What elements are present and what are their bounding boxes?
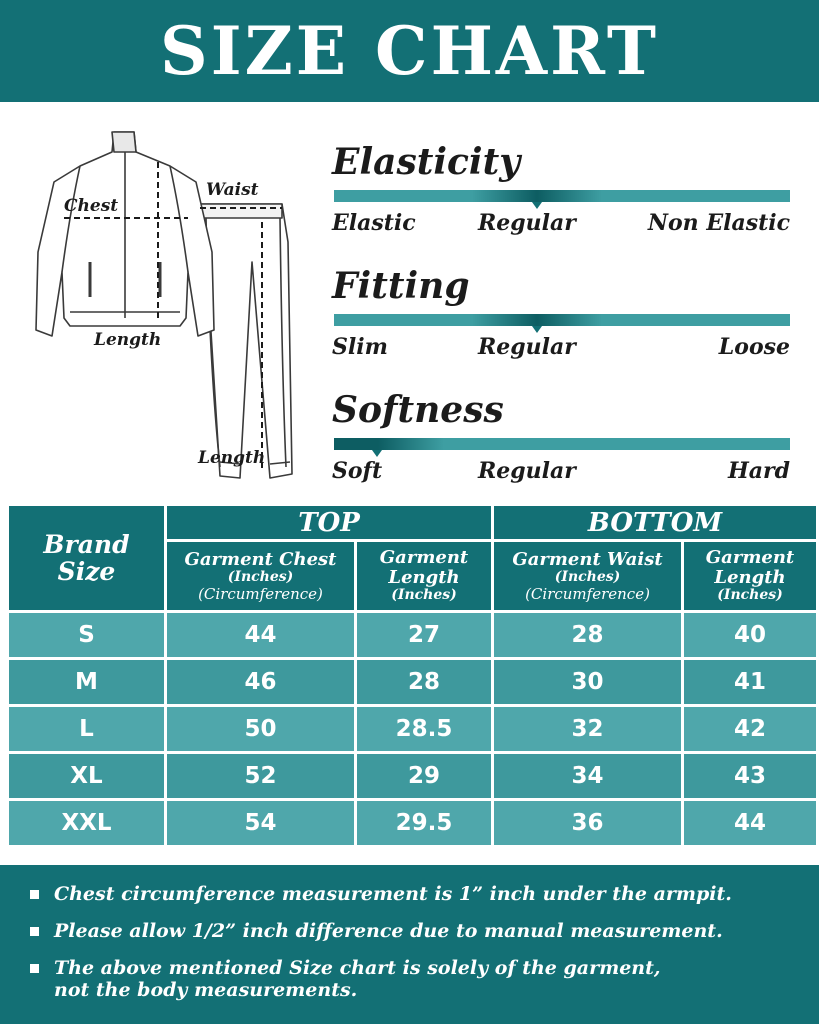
table-row bbox=[9, 801, 816, 845]
waist-cell: 32 bbox=[494, 707, 681, 751]
col-note: (Circumference) bbox=[198, 584, 323, 603]
fitting-low-label: Slim bbox=[332, 334, 388, 360]
softness-low-label: Soft bbox=[332, 458, 383, 484]
softness-marker bbox=[372, 450, 382, 457]
bottom-length-cell: 44 bbox=[684, 801, 816, 845]
note-item bbox=[30, 883, 819, 905]
chest-cell: 50 bbox=[167, 707, 354, 751]
garment-waist-header bbox=[494, 542, 681, 610]
col-title-2: Length bbox=[714, 567, 786, 589]
table-row bbox=[9, 754, 816, 798]
bullet-icon bbox=[30, 890, 39, 899]
size-cell: XL bbox=[9, 754, 164, 798]
col-unit: (Inches) bbox=[554, 568, 621, 585]
elasticity-highlight bbox=[472, 190, 602, 202]
fitting-high-label: Loose bbox=[718, 334, 790, 360]
waist-cell: 30 bbox=[494, 660, 681, 704]
size-cell: XXL bbox=[9, 801, 164, 845]
size-cell: L bbox=[9, 707, 164, 751]
fitting-marker bbox=[532, 326, 542, 333]
softness-highlight bbox=[334, 438, 444, 450]
elasticity-title: Elasticity bbox=[332, 141, 521, 183]
chest-label: Chest bbox=[64, 196, 119, 216]
col-unit: (Inches) bbox=[391, 587, 457, 604]
col-title-2: Length bbox=[388, 567, 460, 589]
chest-cell: 46 bbox=[167, 660, 354, 704]
notes-panel bbox=[0, 865, 819, 1024]
softness-mid-label: Regular bbox=[478, 458, 576, 484]
brand-header-line1: Brand bbox=[43, 530, 130, 559]
brand-header-line2: Size bbox=[57, 557, 116, 586]
size-cell: M bbox=[9, 660, 164, 704]
note-text: The above mentioned Size chart is solely of the garment, bbox=[54, 957, 661, 979]
chest-cell: 44 bbox=[167, 613, 354, 657]
size-table bbox=[6, 503, 819, 848]
jacket-drawing bbox=[36, 132, 214, 336]
waist-label: Waist bbox=[206, 180, 259, 200]
chest-cell: 54 bbox=[167, 801, 354, 845]
top-length-cell: 27 bbox=[357, 613, 491, 657]
bullet-icon bbox=[30, 964, 39, 973]
garment-chest-header bbox=[167, 542, 354, 610]
fitting-highlight bbox=[472, 314, 602, 326]
fitting-title: Fitting bbox=[332, 265, 470, 307]
col-title: Garment Waist bbox=[512, 548, 663, 570]
bullet-icon bbox=[30, 927, 39, 936]
page-title: SIZE CHART bbox=[160, 12, 659, 90]
garment-illustration bbox=[30, 122, 300, 492]
size-cell: S bbox=[9, 613, 164, 657]
elasticity-high-label: Non Elastic bbox=[647, 210, 790, 236]
waist-cell: 34 bbox=[494, 754, 681, 798]
header-banner bbox=[0, 0, 819, 102]
note-item bbox=[30, 957, 819, 1001]
waist-cell: 28 bbox=[494, 613, 681, 657]
pants-drawing bbox=[200, 204, 292, 478]
bottom-length-cell: 43 bbox=[684, 754, 816, 798]
chest-cell: 52 bbox=[167, 754, 354, 798]
top-length-cell: 29.5 bbox=[357, 801, 491, 845]
col-note: (Circumference) bbox=[525, 584, 650, 603]
top-length-cell: 28.5 bbox=[357, 707, 491, 751]
table-row bbox=[9, 613, 816, 657]
softness-high-label: Hard bbox=[727, 458, 790, 484]
softness-title: Softness bbox=[332, 389, 504, 431]
bottom-length-cell: 42 bbox=[684, 707, 816, 751]
jacket-length-label: Length bbox=[94, 330, 162, 350]
pants-length-label: Length bbox=[198, 448, 266, 468]
note-text-line2: not the body measurements. bbox=[54, 979, 358, 1001]
col-title: Garment Chest bbox=[184, 548, 337, 570]
bottom-group-header: BOTTOM bbox=[494, 506, 816, 539]
brand-size-header bbox=[9, 506, 164, 610]
softness-bar bbox=[334, 438, 790, 450]
col-unit: (Inches) bbox=[717, 587, 783, 604]
elasticity-bar bbox=[334, 190, 790, 202]
top-group-header: TOP bbox=[167, 506, 491, 539]
top-length-cell: 29 bbox=[357, 754, 491, 798]
notes-list bbox=[0, 865, 819, 1001]
note-item bbox=[30, 920, 819, 942]
tracksuit-drawing bbox=[30, 122, 300, 492]
col-unit: (Inches) bbox=[227, 568, 294, 585]
note-text: Chest circumference measurement is 1” inch under the armpit. bbox=[54, 883, 732, 905]
top-length-header bbox=[357, 542, 491, 610]
table-row bbox=[9, 707, 816, 751]
elasticity-mid-label: Regular bbox=[478, 210, 576, 236]
elasticity-low-label: Elastic bbox=[332, 210, 416, 236]
bottom-length-cell: 41 bbox=[684, 660, 816, 704]
bottom-length-header bbox=[684, 542, 816, 610]
col-title: Garment bbox=[705, 547, 795, 568]
table-row bbox=[9, 660, 816, 704]
waist-cell: 36 bbox=[494, 801, 681, 845]
col-title: Garment bbox=[379, 547, 469, 568]
bottom-length-cell: 40 bbox=[684, 613, 816, 657]
fitting-bar bbox=[334, 314, 790, 326]
note-text: Please allow 1/2” inch difference due to manual measurement. bbox=[54, 920, 723, 942]
fitting-mid-label: Regular bbox=[478, 334, 576, 360]
top-length-cell: 28 bbox=[357, 660, 491, 704]
elasticity-marker bbox=[532, 202, 542, 209]
